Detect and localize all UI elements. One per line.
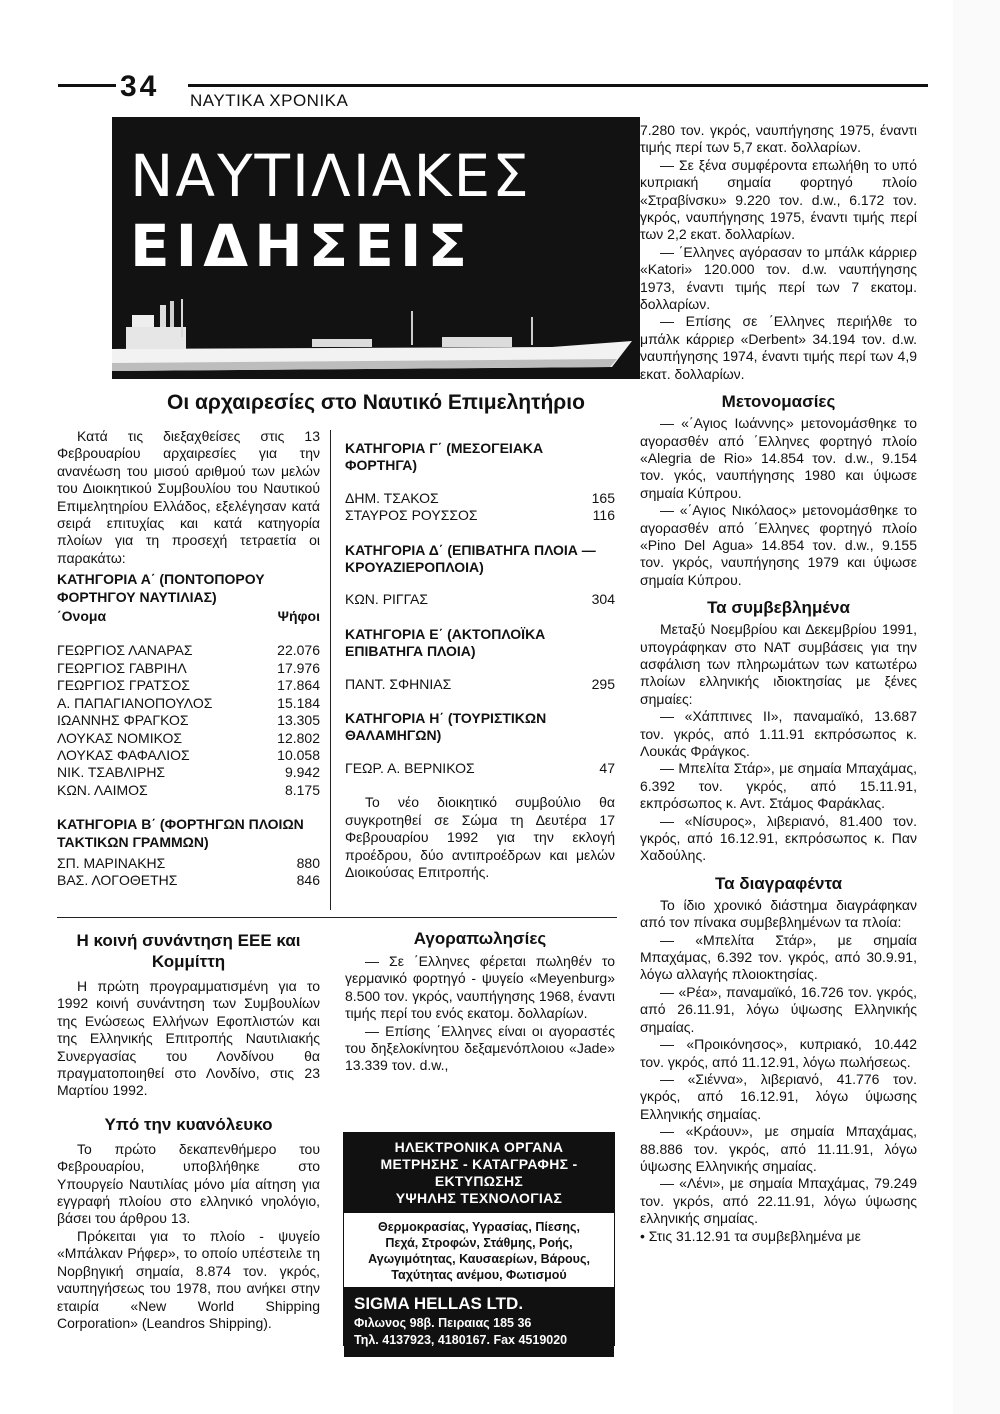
deleted-p1: Το ίδιο χρονικό διάστημα διαγράφηκαν από τον πίνακα συμβεβλημένων τα πλοία: <box>640 896 917 931</box>
candidate-votes: 22.076 <box>277 642 320 659</box>
category-b-title: ΚΑΤΗΓΟΡΙΑ Β΄ (ΦΟΡΤΗΓΩΝ ΠΛΟΙΩΝ ΤΑΚΤΙΚΩΝ ΓΡΑΜΜΩΝ) <box>57 816 304 850</box>
deleted-p3: — «Ρέα», παναμαϊκό, 16.726 τον. γκρός, από 26.11.91, λόγω ύψωσης Ελληνικής σημαίας. <box>640 983 917 1035</box>
candidate-votes: 304 <box>591 591 615 608</box>
column-divider <box>330 430 331 910</box>
advert-product-line: Αγωγιμότητας, Καυσαερίων, Βάρους, <box>368 1252 590 1266</box>
category-c-title: ΚΑΤΗΓΟΡΙΑ Γ΄ (ΜΕΣΟΓΕΙΑΚΑ ΦΟΡΤΗΓΑ) <box>345 440 544 474</box>
header-rule-left <box>58 84 116 87</box>
candidate-name: ΣΠ. ΜΑΡΙΝΑΚΗΣ <box>57 854 166 871</box>
page-number: 34 <box>120 70 160 103</box>
enrolled-p2: — «Χάππινες ΙΙ», παναμαϊκό, 13.687 τον. γκρός, από 1.11.91 εκπρόσωπος κ. Λουκάς Φράγκος. <box>640 708 917 759</box>
sales-p5: — ΄Ελληνες αγόρασαν το μπάλκ κάρριερ «Katori» 120.000 τον. d.w. ναυπήγησης 1973, έναντι τιμής περί των 7 εκατομ. δολλαρίων. <box>640 243 917 313</box>
advert-contact <box>344 1287 614 1357</box>
sales-p3: 7.280 τον. γκρός, ναυπήγησης 1975, έναντι τιμής περί των 5,7 εκατ. δολλαρίων. <box>640 122 917 156</box>
category-a-list <box>57 642 320 799</box>
right-column <box>640 122 917 1245</box>
enrolled-p1: Μεταξύ Νοεμβρίου και Δεκεμβρίου 1991, υπογράφηκαν στο ΝΑΤ συμβάσεις για την ασφάλιση των πληρωμάτων των κατωτέρω πλοίων ελληνικής ιδιοκτησίας με ξένες σημαίες: <box>640 621 917 707</box>
table-row <box>57 660 320 677</box>
sales-p1: — Σε ΄Ελληνες φέρεται πωληθέν το γερμανικό φορτηγό - ψυγείο «Meyenburg» 8.500 τον. γκρός, ναυπήγησης 1968, έναντι τιμής περί του ενός εκατομ. δολλαρίων. <box>345 953 615 1022</box>
candidate-name: ΠΑΝΤ. ΣΦΗΝΙΑΣ <box>345 675 452 692</box>
category-e-title: ΚΑΤΗΓΟΡΙΑ Ε΄ (ΑΚΤΟΠΛΟΪΚΑ ΕΠΙΒΑΤΗΓΑ ΠΛΟΙΑ) <box>345 625 546 660</box>
sales-p6: — Επίσης σε ΄Ελληνες περιήλθε το μπάλκ κάρριερ «Derbent» 34.194 τον. d.w. ναυπήγησης 1974, έναντι τιμής περί των 4,9 εκατ. δολλαρίων. <box>640 313 917 382</box>
advert-company: SIGMA HELLAS LTD. <box>354 1294 524 1313</box>
candidate-name: ΙΩΑΝΝΗΣ ΦΡΑΓΚΟΣ <box>57 712 189 729</box>
advert-line1: ΗΛΕΚΤΡΟΝΙΚΑ ΟΡΓΑΝΑ <box>394 1139 564 1155</box>
sales-article <box>345 928 615 1075</box>
table-row <box>345 490 615 507</box>
candidate-name: ΛΟΥΚΑΣ ΝΟΜΙΚΟΣ <box>57 729 183 746</box>
deleted-p4: — «Προικόνησος», κυπριακό, 10.442 τον. γκρός, από 11.12.91, λόγω πωλήσεως. <box>640 1036 917 1070</box>
advert-product-line: Θερμοκρασίας, Υγρασίας, Πίεσης, <box>378 1220 580 1234</box>
advert-header <box>344 1133 614 1213</box>
eee-title: Η κοινή συνάντηση ΕΕΕ και Κομμίττη <box>76 931 301 971</box>
eee-body: Η πρώτη προγραμματισμένη για το 1992 κοινή συνάντηση των Συμβουλίων της Ενώσεως Ελλήνων Εφοπλιστών και της Ελληνικής Επιτροπής Ναυτιλιακής Συνεργασίας του Λονδίνου θα πραγματοποιηθεί στο Λονδίνο, στις 23 Μαρτίου 1992. <box>57 978 320 1099</box>
candidate-votes: 12.802 <box>277 729 320 746</box>
advertisement <box>343 1132 615 1346</box>
candidate-votes: 880 <box>296 854 320 871</box>
elections-closing: Το νέο διοικητικό συμβούλιο θα συγκροτηθεί σε Σώμα τη Δευτέρα 17 Φεβρουαρίου 1992 για την εκλογή προέδρου, δύο αντιπροέδρων και μελών Διοικούσας Επιτροπής. <box>345 794 615 880</box>
flag-p2: Πρόκειται για το πλοίο - ψυγείο «Μπάλκαν Ρήφερ», το οποίο υπέστειλε τη Νορβηγική σημαία, 8.874 τον. γκρός, ναυπηγήσεως του 1978, που ανήκει στην εταιρία «New World Shipping Corporation» (Leandros Shipping). <box>57 1227 320 1331</box>
deleted-p5: — «Σιέννα», λιβεριανό, 41.776 τον. γκρός, από 16.12.91, λόγω ύψωσης Ελληνικής σημαίας. <box>640 1070 917 1122</box>
candidate-name: Α. ΠΑΠΑΓΙΑΝΟΠΟΥΛΟΣ <box>57 694 213 711</box>
candidate-votes: 8.175 <box>284 781 320 798</box>
table-header <box>57 608 320 625</box>
sales-p4: — Σε ξένα συμφέροντα επωλήθη το υπό κυπριακή σημαία φορτηγό πλοίο «Στραβίνσκυ» 9.220 τον. d.w., 6.172 τον. γκρός, ναυπήγησης 1975, έναντι τιμής περί των 2,2 εκατ. δολλαρίων. <box>640 156 917 243</box>
candidate-name: ΓΕΩΡΓΙΟΣ ΓΡΑΤΣΟΣ <box>57 677 190 694</box>
sales-p2: — Επίσης ΄Ελληνες είναι οι αγοραστές του δηξελοκίνητου δεξαμενόπλοιου «Jade» 13.339 τον. d.w., <box>345 1022 615 1074</box>
candidate-name: ΒΑΣ. ΛΟΓΟΘΕΤΗΣ <box>57 872 178 889</box>
table-row <box>57 642 320 659</box>
table-row <box>345 591 615 608</box>
deleted-p2: — «Μπελίτα Στάρ», με σημαία Μπαχάμας, 6.392 τον. γκρός, από 30.9.91, λόγω αλλαγής πλοιοκτησίας. <box>640 931 917 983</box>
header-rule-right <box>188 84 928 87</box>
deleted-title: Τα διαγραφέντα <box>714 873 843 893</box>
main-headline: Οι αρχαιρεσίες στο Ναυτικό Επιμελητήριο <box>167 391 585 414</box>
candidate-votes: 17.976 <box>277 659 320 676</box>
candidate-votes: 9.942 <box>284 764 320 781</box>
candidate-votes: 13.305 <box>277 712 320 729</box>
candidate-name: ΓΕΩΡ. Α. ΒΕΡΝΙΚΟΣ <box>345 759 475 776</box>
col-votes-header: Ψήφοι <box>277 608 320 625</box>
table-row <box>57 747 320 764</box>
sales-title: Αγοραπωλησίες <box>413 929 547 948</box>
elections-intro: Κατά τις διεξαχθείσες στις 13 Φεβρουαρίου αρχαιρεσίες για την ανανέωση του μισού αριθμού των μελών του Διοικητικού Συμβουλίου του Ναυτικού Επιμελητηρίου Ελλάδος, εξελέγησαν κατά σειρά επιτυχίας και κατά κατηγορία πλοίων για τη προσεχή τετραετία οι παρακάτω: <box>57 428 320 566</box>
table-row <box>57 782 320 799</box>
candidate-name: ΓΕΩΡΓΙΟΣ ΛΑΝΑΡΑΣ <box>57 642 193 659</box>
table-row <box>57 677 320 694</box>
renamings-p1: — «΄Αγιος Ιωάννης» μετονομάσθηκε το αγορασθέν από ΄Ελληνες φορτηγό πλοίο «Alegria de Rio» 14.854 τον. d.w., 9.154 τον. γκός, ναυπήγησης 1980 και ύψωσε σημαία Κύπρου. <box>640 415 917 501</box>
flag-title: Υπό την κυανόλευκο <box>104 1114 273 1134</box>
table-row <box>57 855 320 872</box>
candidate-votes: 10.058 <box>277 746 320 763</box>
advert-product-line: Πεχά, Στροφών, Στάθμης, Ροής, <box>385 1236 573 1250</box>
magazine-name: ΝΑΥΤΙΚΑ ΧΡΟΝΙΚΑ <box>190 91 349 110</box>
table-row <box>345 760 615 777</box>
enrolled-p4: — «Νίσυρος», λιβεριανό, 81.400 τον. γκρός, από 16.12.91, εκπρόσωπος κ. Παν Χαδούλης. <box>640 812 917 864</box>
candidate-votes: 47 <box>599 759 615 776</box>
flag-p1: Το πρώτο δεκαπενθήμερο του Φεβρουαρίου, υποβλήθηκε στο Υπουργείο Ναυτιλίας μόνο μία αίτηση για εγγραφή πλοίου στο ελληνικό νηολόγιο, βάσει του άρθρου 13. <box>57 1140 320 1227</box>
advert-line3: ΥΨΗΛΗΣ ΤΕΧΝΟΛΟΓΙΑΣ <box>395 1190 563 1206</box>
candidate-name: ΚΩΝ. ΛΑΙΜΟΣ <box>57 781 148 798</box>
section-divider <box>57 917 617 918</box>
ship-illustration <box>112 297 640 379</box>
category-h-title: ΚΑΤΗΓΟΡΙΑ Η΄ (ΤΟΥΡΙΣΤΙΚΩΝ ΘΑΛΑΜΗΓΩΝ) <box>345 710 547 744</box>
table-row <box>57 730 320 747</box>
deleted-p6: — «Κράουν», με σημαία Μπαχάμας, 88.886 τον. γκρός, από 11.11.91, λόγω ύψωσης Ελληνικής σημαίας. <box>640 1123 917 1174</box>
table-row <box>57 764 320 781</box>
deleted-p7: — «Λένι», με σημαία Μπαχάμας, 79.249 τον. γκρόs, από 22.11.91, λόγω ύψωσης ελληνικής σημαίας. <box>640 1175 917 1227</box>
page-edge <box>953 0 1000 1414</box>
candidate-name: ΚΩΝ. ΡΙΓΓΑΣ <box>345 591 429 608</box>
col-name-header: ΄Ονομα <box>57 608 107 625</box>
eee-article <box>57 930 320 1332</box>
category-d-title: ΚΑΤΗΓΟΡΙΑ Δ΄ (ΕΠΙΒΑΤΗΓΑ ΠΛΟΙΑ — ΚΡΟΥΑΖΙΕΡΟΠΛΟΙΑ) <box>345 541 596 576</box>
advert-products <box>344 1213 614 1287</box>
deleted-p8: • Στις 31.12.91 τα συμβεβλημένα με <box>640 1227 861 1244</box>
candidate-votes: 15.184 <box>277 694 320 711</box>
candidate-name: ΛΟΥΚΑΣ ΦΑΦΑΛΙΟΣ <box>57 746 190 763</box>
candidate-name: ΝΙΚ. ΤΣΑΒΛΙΡΗΣ <box>57 764 166 781</box>
banner-title-line1: ΝΑΥΤΙΛΙΑΚΕΣ <box>130 142 531 210</box>
advert-address: Φιλωνος 98β. Πειραιας 185 36 <box>354 1316 532 1330</box>
renamings-p2: — «΄Αγιος Νικόλαος» μετονομάσθηκε το αγορασθέν από ΄Ελληνες φορτηγό πλοίο «Pino Del Agua» 14.854 τον. d.w., 9.155 τον. γκρός, ναυπήγησης 1979 και ύψωσε σημαία Κύπρου. <box>640 502 917 588</box>
table-row <box>57 695 320 712</box>
enrolled-title: Τα συμβεβλημένα <box>707 598 850 618</box>
candidate-votes: 17.864 <box>277 677 320 694</box>
table-row <box>57 712 320 729</box>
enrolled-p3: — Μπελίτα Στάρ», με σημαία Μπαχάμας, 6.392 τον. γκρός, από 15.11.91, εκπρόσωπος κ. Αντ. Στάμος Φαράκλας. <box>640 760 917 812</box>
candidate-votes: 165 <box>591 489 615 506</box>
advert-product-line: Ταχύτητας ανέμου, Φωτισμού <box>391 1268 567 1282</box>
elections-col1 <box>57 428 320 890</box>
elections-col2 <box>345 440 615 881</box>
advert-line2: ΜΕΤΡΗΣΗΣ - ΚΑΤΑΓΡΑΦΗΣ - ΕΚΤΥΠΩΣΗΣ <box>380 1156 578 1189</box>
candidate-name: ΔΗΜ. ΤΣΑΚΟΣ <box>345 489 439 506</box>
advert-phone: Τηλ. 4137923, 4180167. Fax 4519020 <box>354 1333 568 1347</box>
candidate-votes: 295 <box>591 675 615 692</box>
renamings-title: Μετονομασίες <box>721 392 836 412</box>
candidate-votes: 846 <box>296 872 320 889</box>
section-banner <box>112 117 640 379</box>
table-row <box>345 507 615 524</box>
candidate-votes: 116 <box>592 507 615 524</box>
table-row <box>345 676 615 693</box>
candidate-name: ΓΕΩΡΓΙΟΣ ΓΑΒΡΙΗΛ <box>57 659 187 676</box>
table-row <box>57 872 320 889</box>
category-a-title: ΚΑΤΗΓΟΡΙΑ Α΄ (ΠΟΝΤΟΠΟΡΟΥ ΦΟΡΤΗΓΟΥ ΝΑΥΤΙΛΙΑΣ) <box>57 571 265 605</box>
banner-title-line2: ΕΙΔΗΣΕΙΣ <box>130 212 474 280</box>
candidate-name: ΣΤΑΥΡΟΣ ΡΟΥΣΣΟΣ <box>345 507 478 524</box>
